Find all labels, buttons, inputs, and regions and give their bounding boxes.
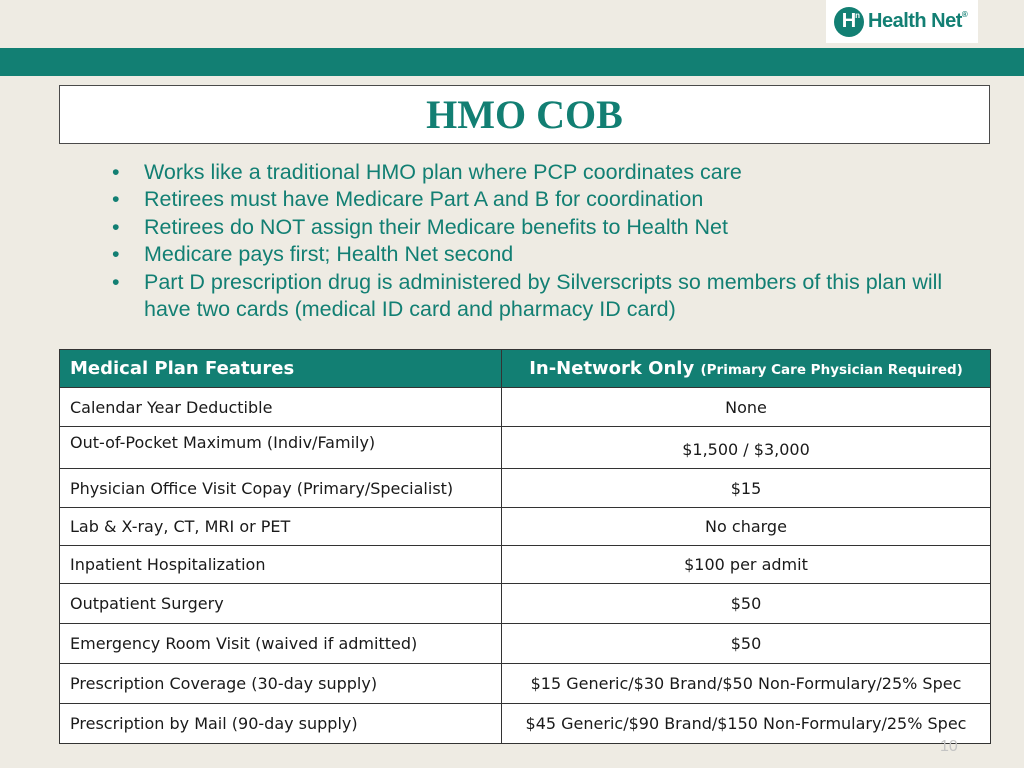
page-number: 10 [940,738,958,755]
table-row [60,427,991,469]
table-row [60,388,991,427]
value-cell: $15 Generic/$30 Brand/$50 Non-Formulary/25% Spec [502,664,991,704]
logo-mark-letter: H [841,10,857,32]
bullet-text: Retirees must have Medicare Part A and B for coordination [144,187,704,212]
bullet-list [112,159,992,323]
feature-cell: Prescription by Mail (90-day supply) [60,704,502,744]
value-cell: $100 per admit [502,546,991,584]
table-row [60,508,991,546]
table-row [60,624,991,664]
logo-mark-sup: n [855,10,860,20]
feature-cell: Out-of-Pocket Maximum (Indiv/Family) [60,427,502,469]
bullet-item [112,269,992,324]
header-medical-plan-features: Medical Plan Features [60,350,502,388]
bullet-item [112,159,992,186]
plan-features-table [59,349,991,744]
bullet-marker: • [112,160,120,184]
bullet-marker: • [112,269,120,294]
bullet-marker: • [112,187,120,212]
title-box [59,85,990,144]
logo-registered-mark: ® [961,10,968,19]
health-net-logo-icon [834,7,864,37]
feature-cell: Inpatient Hospitalization [60,546,502,584]
bullet-text: Retirees do NOT assign their Medicare benefits to Health Net [144,214,728,239]
feature-cell: Outpatient Surgery [60,584,502,624]
table-row [60,546,991,584]
feature-cell: Calendar Year Deductible [60,388,502,427]
feature-cell: Prescription Coverage (30-day supply) [60,664,502,704]
logo-text: Health Net [868,10,962,32]
feature-cell: Lab & X-ray, CT, MRI or PET [60,508,502,546]
table-row [60,584,991,624]
value-cell: $50 [502,624,991,664]
bullet-text: Works like a traditional HMO plan where PCP coordinates care [144,160,742,184]
feature-cell: Emergency Room Visit (waived if admitted) [60,624,502,664]
value-cell: $50 [502,584,991,624]
header-band [0,48,1024,76]
value-cell: No charge [502,508,991,546]
slide-title: HMO COB [426,92,623,137]
value-cell: $45 Generic/$90 Brand/$150 Non-Formulary/25% Spec [502,704,991,744]
value-cell: $15 [502,469,991,508]
bullet-text: Part D prescription drug is administered by Silverscripts so members of this plan will have two cards (medical ID card and pharmacy ID card) [144,269,943,322]
bullet-item [112,241,992,268]
table-header-row [60,350,991,388]
table-row [60,469,991,508]
bullet-text: Medicare pays first; Health Net second [144,242,514,267]
bullet-marker: • [112,214,120,239]
feature-cell: Physician Office Visit Copay (Primary/Specialist) [60,469,502,508]
value-cell: $1,500 / $3,000 [502,427,991,469]
bullet-item [112,214,992,241]
header-in-network-label: In-Network Only [529,358,695,379]
table-row [60,704,991,744]
header-pcp-note: (Primary Care Physician Required) [700,362,963,378]
header-in-network-only [502,350,991,388]
logo-wordmark [868,10,967,33]
value-cell: None [502,388,991,427]
table-row [60,664,991,704]
health-net-logo [826,0,978,43]
bullet-item [112,186,992,213]
bullet-marker: • [112,242,120,267]
